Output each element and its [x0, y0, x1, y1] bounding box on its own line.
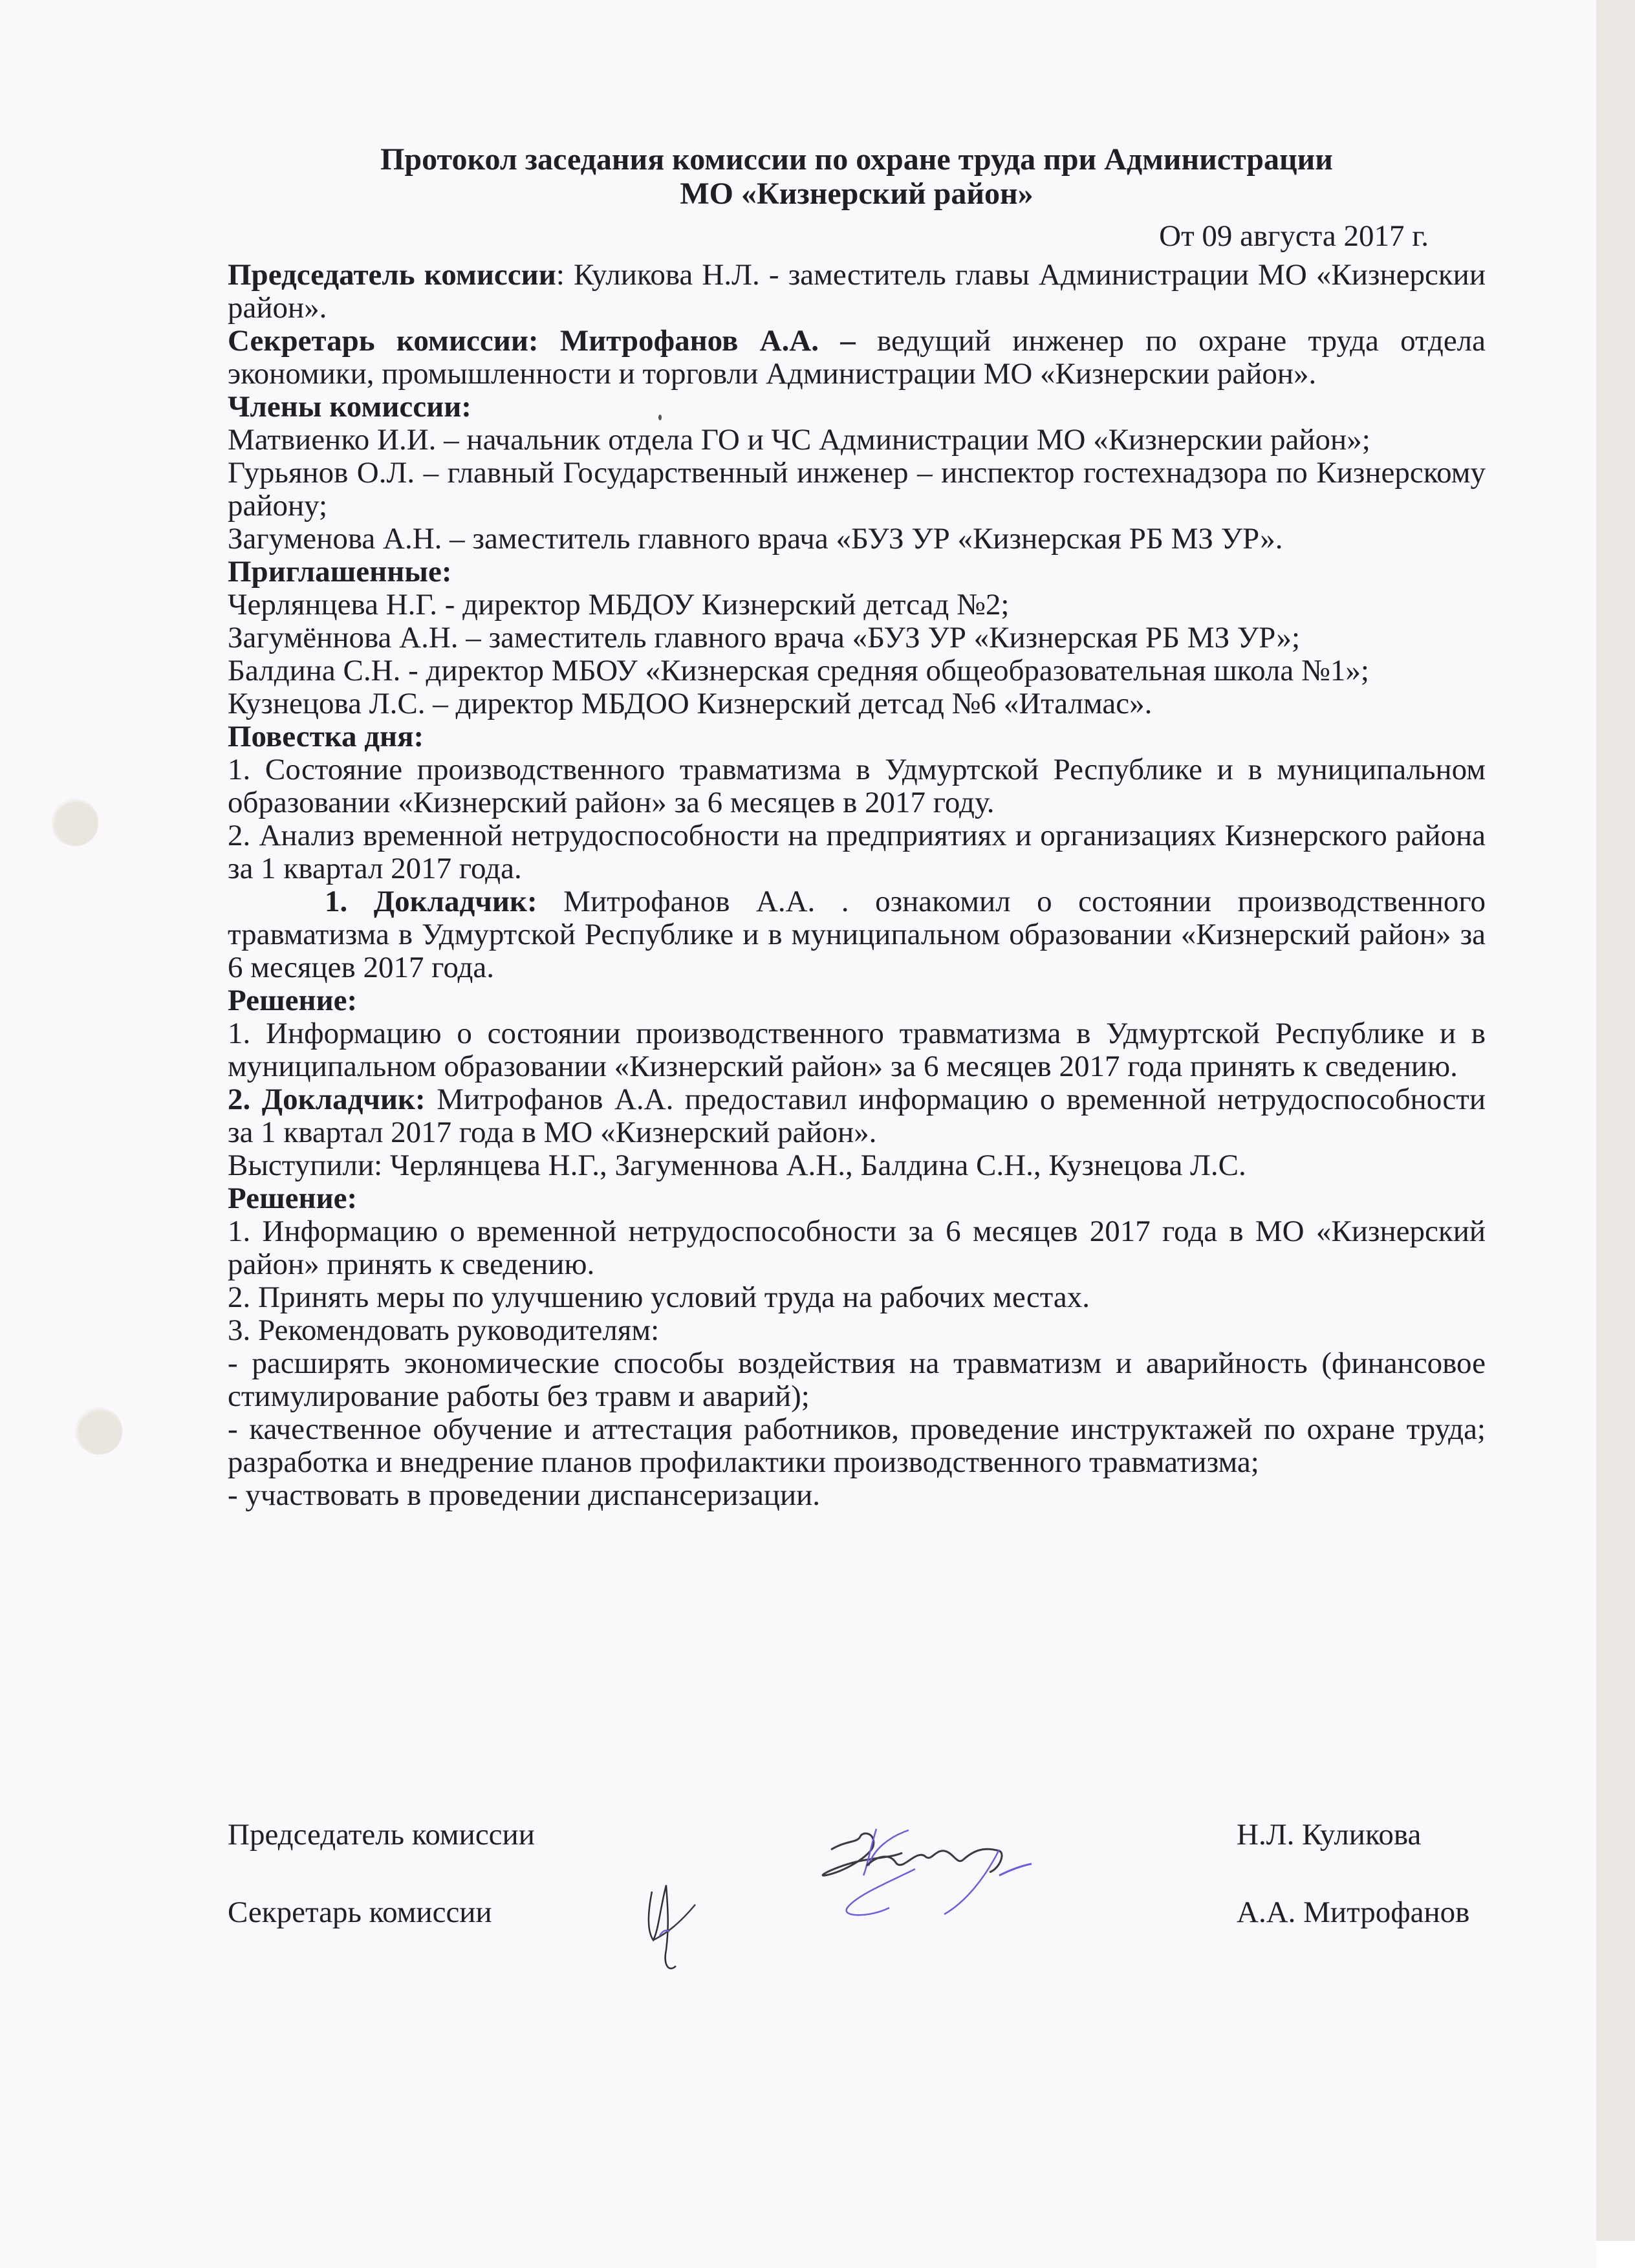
member-item: Матвиенко И.И. – начальник отдела ГО и ЧС Администрации МО «Кизнерскии район»; — [228, 423, 1370, 457]
report-1-paragraph — [228, 885, 1486, 984]
decision-1-item: 1. Информацию о состоянии производственного травматизма в Удмуртской Республике и в муниципальном образовании «Кизнерский район» за 6 месяцев 2017 года принять к сведению. — [228, 1017, 1486, 1083]
invited-heading: Приглашенные: — [228, 555, 452, 589]
agenda-item: 2. Анализ временной нетрудоспособности на предприятиях и организациях Кизнерского района за 1 квартал 2017 года. — [228, 819, 1486, 885]
decision-2-item: 1. Информацию о временной нетрудоспособности за 6 месяцев 2017 года в МО «Кизнерский район» принять к сведению. — [228, 1215, 1486, 1281]
secretary-name: А.А. Митрофанов — [1237, 1895, 1470, 1929]
member-item: Гурьянов О.Л. – главный Государственный инженер – инспектор гостехнадзора по Кизнерскому району; — [228, 456, 1486, 523]
decision-2-item: - качественное обучение и аттестация работников, проведение инструктажей по охране труда; разработка и внедрение планов профилактики производственного травматизма; — [228, 1412, 1486, 1479]
report-2-label: 2. Докладчик: — [228, 1083, 426, 1116]
speakers-line: Выступили: Черлянцева Н.Г., Загуменнова А.Н., Балдина С.Н., Кузнецова Л.С. — [228, 1149, 1246, 1182]
invited-item: Балдина С.Н. - директор МБОУ «Кизнерская средняя общеобразовательная школа №1»; — [228, 654, 1369, 687]
document-date: От 09 августа 2017 г. — [1159, 219, 1429, 253]
secretary-paragraph — [228, 325, 1486, 391]
title-line-1: Протокол заседания комиссии по охране труда при Администрации — [380, 142, 1333, 177]
secretary-label: Секретарь комиссии: Митрофанов А.А. – — [228, 324, 856, 358]
decision-2-heading: Решение: — [228, 1182, 358, 1215]
decision-2-item: - участвовать в проведении диспансеризации. — [228, 1478, 821, 1512]
report-1-text: Митрофанов А.А. . ознакомил о состоянии производственного травматизма в Удмуртской Республике и в муниципальном образовании «Кизнерский район» за 6 месяцев 2017 года. — [228, 885, 1486, 984]
punch-hole — [52, 799, 98, 846]
title-line-2: МО «Кизнерский район» — [680, 177, 1034, 211]
agenda-item: 1. Состояние производственного травматизма в Удмуртской Республике и в муниципальном образовании «Кизнерский район» за 6 месяцев в 2017 году. — [228, 753, 1486, 819]
members-heading: Члены комиссии: — [228, 390, 471, 424]
chairman-name: Н.Л. Куликова — [1237, 1818, 1422, 1852]
chairman-role: Председатель комиссии — [228, 1818, 535, 1852]
document-body — [228, 259, 1486, 1512]
decision-2-item: - расширять экономические способы воздействия на травматизм и аварийность (финансовое стимулирование работы без травм и аварий); — [228, 1346, 1486, 1413]
decision-1-heading: Решение: — [228, 984, 358, 1017]
agenda-heading: Повестка дня: — [228, 720, 424, 753]
decision-2-item: 2. Принять меры по улучшению условий труда на рабочих местах. — [228, 1280, 1090, 1314]
member-item: Загуменова А.Н. – заместитель главного врача «БУЗ УР «Кизнерская РБ МЗ УР». — [228, 522, 1283, 556]
punch-hole — [76, 1408, 122, 1454]
secretary-text: ведущий инженер по охране труда отдела экономики, промышленности и торговли Администрации МО «Кизнерскии район». — [228, 324, 1486, 391]
document-title — [228, 142, 1486, 211]
invited-item: Загумённова А.Н. – заместитель главного врача «БУЗ УР «Кизнерская РБ МЗ УР»; — [228, 621, 1301, 654]
scanner-background — [1596, 0, 1635, 2241]
invited-item: Черлянцева Н.Г. - директор МБДОУ Кизнерский детсад №2; — [228, 588, 1010, 621]
invited-item: Кузнецова Л.С. – директор МБДОО Кизнерский детсад №6 «Италмас». — [228, 687, 1153, 720]
secretary-role: Секретарь комиссии — [228, 1895, 492, 1929]
chairman-paragraph — [228, 259, 1486, 325]
secretary-signature — [640, 1879, 711, 1976]
chairman-label: Председатель комиссии — [228, 258, 556, 292]
chairman-text: : Куликова Н.Л. - заместитель главы Администрации МО «Кизнерскии район». — [228, 258, 1486, 325]
decision-2-item: 3. Рекомендовать руководителям: — [228, 1313, 660, 1347]
report-1-label: 1. Докладчик: — [325, 885, 537, 918]
chairman-signature — [818, 1811, 1038, 1924]
report-2-text: Митрофанов А.А. предоставил информацию о временной нетрудоспособности за 1 квартал 2017 года в МО «Кизнерский район». — [228, 1083, 1486, 1149]
report-2-paragraph — [228, 1083, 1486, 1149]
